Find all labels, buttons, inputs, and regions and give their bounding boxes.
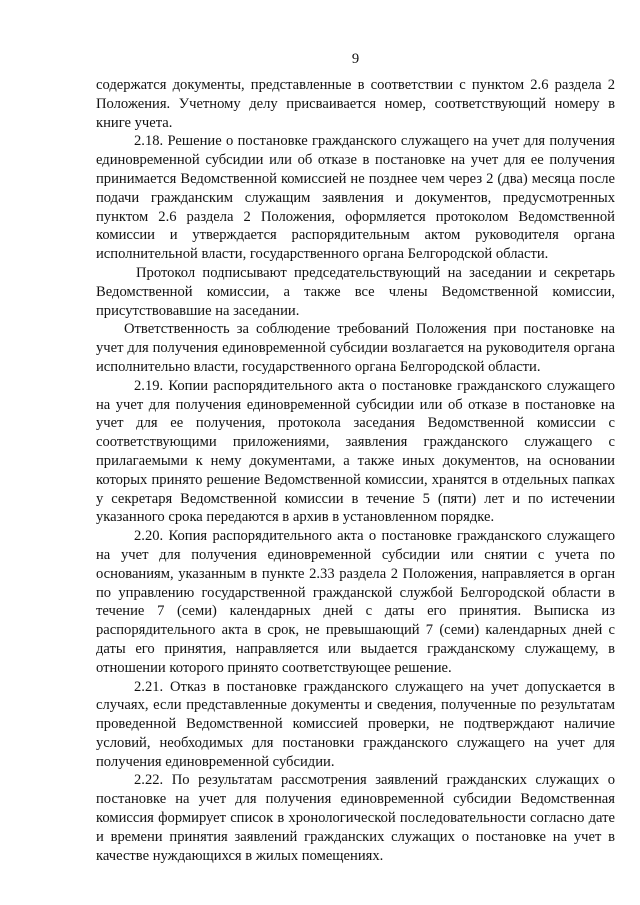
document-page [96,0,615,905]
paragraph-responsibility: Ответственность за соблюдение требований Положения при постановке на учет для получения единовременной субсидии возлагается на руководителя органа исполнительно власти, государственного органа Белгородской области. [96,321,615,375]
paragraph-2-18: 2.18. Решение о постановке гражданского служащего на учет для получения единовременной субсидии или об отказе в постановке на учет для ее получения принимается Ведомственной комиссией не позднее чем через 2 (два) месяца после подачи гражданским служащим заявления и документов, предусмотренных пунктом 2.6 раздела 2 Положения, оформляется протоколом Ведомственной комиссии и утверждается распорядительным актом руководителя органа исполнительной власти, государственного органа Белгородской области. [96,133,615,263]
paragraph-2-19: 2.19. Копии распорядительного акта о постановке гражданского служащего на учет для получения единовременной субсидии или об отказе в постановке на учет для ее получения, протокола заседания Ведомственной комиссии с соответствующими приложениями, заявления гражданского служащего с прилагаемыми к нему документами, а также иных документов, на основании которых принято решение Ведомственной комиссии, хранятся в отдельных папках у секретаря Ведомственной комиссии в течение 5 (пяти) лет и по истечении указанного срока передаются в архив в установленном порядке. [96,377,615,526]
paragraph-2-22: 2.22. По результатам рассмотрения заявлений гражданских служащих о постановке на учет для получения единовременной субсидии Ведомственная комиссия формирует список в хронологической последовательности согласно дате и времени принятия заявлений гражданских служащих о постановке на учет в качестве нуждающихся в жилых помещениях. [96,772,615,864]
paragraph-2-20: 2.20. Копия распорядительного акта о постановке гражданского служащего на учет для получения единовременной субсидии или снятии с учета по основаниям, указанным в пункте 2.33 раздела 2 Положения, направляется в орган по управлению государственной гражданской службой Белгородской области в течение 7 (семи) календарных дней с даты его принятия. Выписка из распорядительного акта в срок, не превышающий 7 (семи) календарных дней с даты его принятия, направляется или выдается гражданскому служащему, в отношении которого принято соответствующее решение. [96,528,615,676]
paragraph-protocol: Протокол подписывают председательствующий на заседании и секретарь Ведомственной комиссии, а также все члены Ведомственной комиссии, присутствовавшие на заседании. [96,264,615,319]
document-body [96,76,615,865]
paragraph-2-21: 2.21. Отказ в постановке гражданского служащего на учет допускается в случаях, если представленные документы и сведения, полученные по результатам проведенной Ведомственной комиссией проверки, не подтверждают наличие условий, необходимых для постановки гражданского служащего на учет для получения единовременной субсидии. [96,678,615,770]
page-number: 9 [351,51,360,67]
paragraph-continuation: содержатся документы, представленные в соответствии с пунктом 2.6 раздела 2 Положения. Учетному делу присваивается номер, соответствующий номеру в книге учета. [96,77,615,131]
